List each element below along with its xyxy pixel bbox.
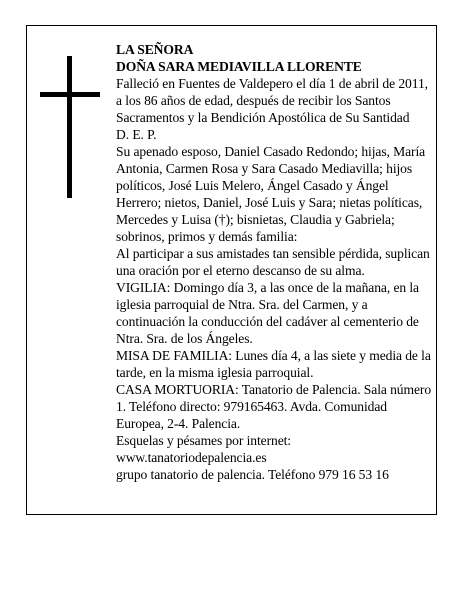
cross-horizontal-bar <box>40 92 100 97</box>
funeral-group-phone: grupo tanatorio de palencia. Teléfono 979 16 53 16 <box>116 467 389 482</box>
notice-title: LA SEÑORA <box>116 42 194 57</box>
prayer-request: Al participar a sus amistades tan sensible pérdida, suplican una oración por el eterno descanso de su alma. <box>116 246 430 278</box>
deceased-name: DOÑA SARA MEDIAVILLA LLORENTE <box>116 59 362 74</box>
online-condolences-label: Esquelas y pésames por internet: <box>116 433 291 448</box>
funeral-home-website: www.tanatoriodepalencia.es <box>116 450 267 465</box>
death-announcement: Falleció en Fuentes de Valdepero el día 1 de abril de 2011, a los 86 años de edad, después de recibir los Santos Sacramentos y la Bendición Apostólica de Su Santidad <box>116 76 428 125</box>
obituary-notice <box>26 25 437 515</box>
notice-text <box>116 41 432 483</box>
cross-vertical-bar <box>67 56 72 198</box>
family-mass-info: MISA DE FAMILIA: Lunes día 4, a las siete y media de la tarde, en la misma iglesia parroquial. <box>116 348 431 380</box>
rip-line: D. E. P. <box>116 127 157 142</box>
funeral-home-info: CASA MORTUORIA: Tanatorio de Palencia. Sala número 1. Teléfono directo: 979165463. Avda. Comunidad Europea, 2-4. Palencia. <box>116 382 432 431</box>
family-list: Su apenado esposo, Daniel Casado Redondo; hijas, María Antonia, Carmen Rosa y Sara Casado Mediavilla; hijos políticos, José Luis Melero, Ángel Casado y Ángel Herrero; nietos, Daniel, José Luis y Sara; nietas políticas, Mercedes y Luisa (†); bisnietas, Claudia y Gabriela; sobrinos, primos y demás familia: <box>116 144 426 244</box>
cross-icon <box>40 56 100 198</box>
vigil-info: VIGILIA: Domingo día 3, a las once de la mañana, en la iglesia parroquial de Ntra. Sra. del Carmen, y a continuación la conducción del cadáver al cementerio de Ntra. Sra. de los Ángeles. <box>116 280 419 346</box>
